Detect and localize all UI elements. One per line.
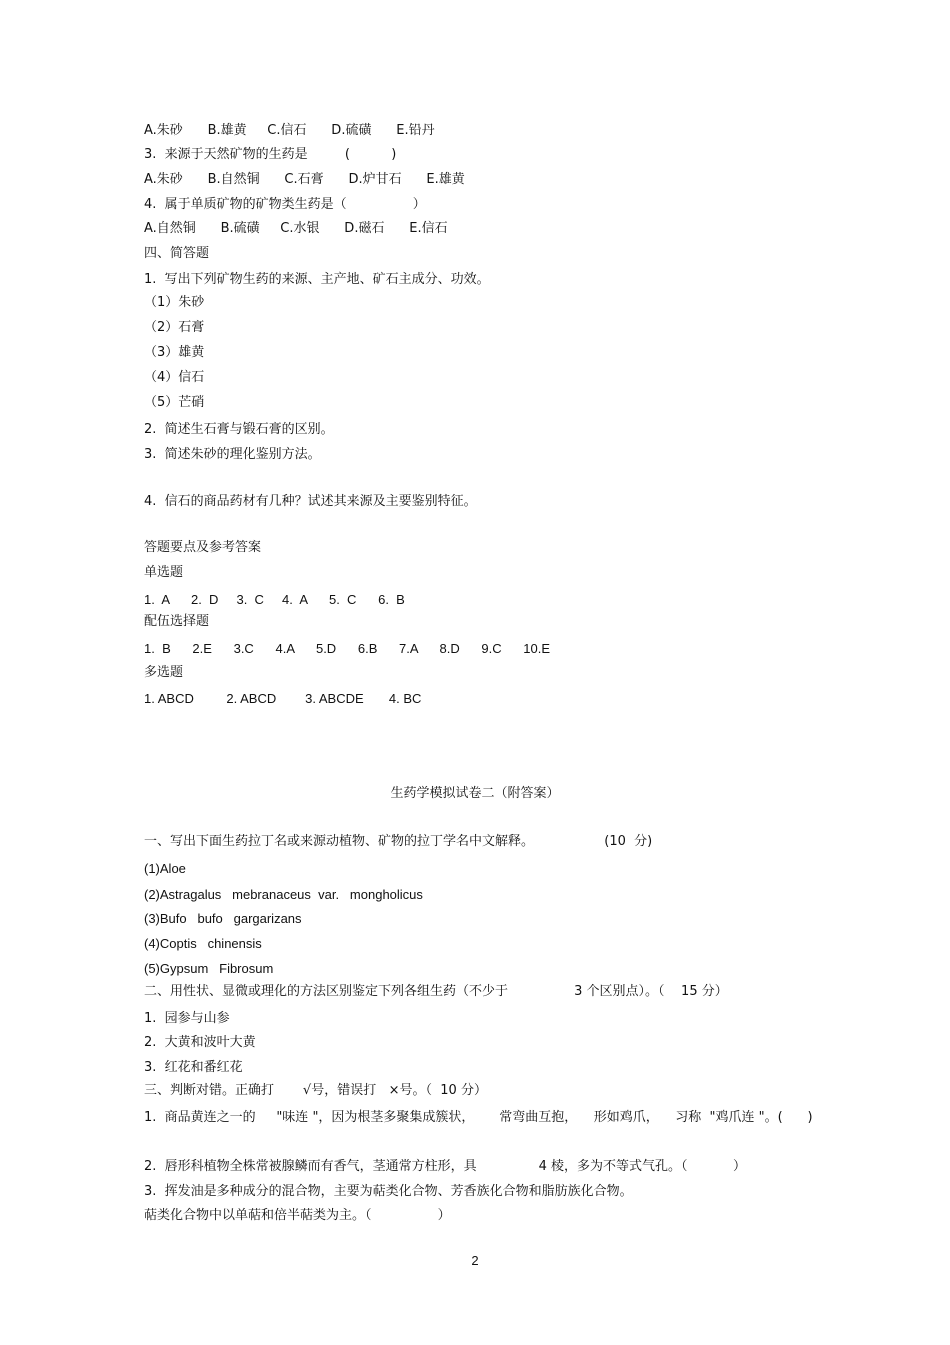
text-line: A.朱砂 B.雄黄 C.信石 D.硫磺 E.铅丹: [144, 123, 435, 138]
section-heading: 四、简答题: [144, 246, 210, 261]
section-heading: 多选题: [144, 665, 184, 680]
section-heading: 答题要点及参考答案: [144, 540, 262, 555]
text-line: 1. 园参与山参: [144, 1011, 230, 1026]
text-line: 3. 红花和番红花: [144, 1060, 243, 1075]
page-number: 2: [471, 1253, 479, 1268]
text-line: 萜类化合物中以单萜和倍半萜类为主。（ ）: [144, 1208, 451, 1223]
section-heading: 配伍选择题: [144, 614, 210, 629]
text-line: 3. 简述朱砂的理化鉴别方法。: [144, 447, 321, 462]
text-line: (3)Bufo bufo gargarizans: [144, 911, 302, 926]
text-line: (5)Gypsum Fibrosum: [144, 961, 274, 976]
section-heading: 单选题: [144, 565, 184, 580]
text-line: (1)Aloe: [144, 861, 186, 876]
text-line: 1. 写出下列矿物生药的来源、主产地、矿石主成分、功效。: [144, 272, 490, 287]
answer-line: 1. ABCD 2. ABCD 3. ABCDE 4. BC: [144, 691, 422, 706]
text-line: 2. 唇形科植物全株常被腺鳞而有香气，茎通常方柱形，具 4 棱，多为不等式气孔。（ ）: [144, 1159, 747, 1174]
text-line: 4. 信石的商品药材有几种？试述其来源及主要鉴别特征。: [144, 494, 477, 509]
text-line: A.朱砂 B.自然铜 C.石膏 D.炉甘石 E.雄黄: [144, 172, 465, 187]
section-heading: 三、判断对错。正确打 √号，错误打 ×号。（ 10 分）: [144, 1083, 487, 1098]
text-line: （2）石膏: [144, 320, 205, 335]
text-line: 1. 商品黄连之一的 "味连 "，因为根茎多聚集成簇状， 常弯曲互抱， 形如鸡爪， 习称 "鸡爪连 "。( ): [144, 1110, 813, 1125]
section-heading: 二、用性状、显微或理化的方法区别鉴定下列各组生药（不少于 3 个区别点）。（ 15 分）: [144, 984, 728, 999]
text-line: 4. 属于单质矿物的矿物类生药是（ ）: [144, 197, 426, 212]
exam-title: 生药学模拟试卷二（附答案）: [390, 786, 560, 801]
text-line: A.自然铜 B.硫磺 C.水银 D.磁石 E.信石: [144, 221, 448, 236]
text-line: 3. 来源于天然矿物的生药是 ( ): [144, 147, 397, 162]
answer-line: 1. B 2.E 3.C 4.A 5.D 6.B 7.A 8.D 9.C 10.E: [144, 641, 551, 656]
section-heading: 一、写出下面生药拉丁名或来源动植物、矿物的拉丁学名中文解释。 (10 分): [144, 834, 653, 849]
text-line: (2)Astragalus mebranaceus var. mongholicus: [144, 887, 423, 902]
text-line: （4）信石: [144, 370, 205, 385]
text-line: 3. 挥发油是多种成分的混合物，主要为萜类化合物、芳香族化合物和脂肪族化合物。: [144, 1184, 633, 1199]
text-line: （1）朱砂: [144, 295, 205, 310]
text-line: (4)Coptis chinensis: [144, 936, 262, 951]
text-line: （5）芒硝: [144, 395, 205, 410]
text-line: 2. 大黄和波叶大黄: [144, 1035, 256, 1050]
answer-line: 1. A 2. D 3. C 4. A 5. C 6. B: [144, 592, 405, 607]
text-line: （3）雄黄: [144, 345, 205, 360]
text-line: 2. 简述生石膏与锻石膏的区别。: [144, 422, 334, 437]
